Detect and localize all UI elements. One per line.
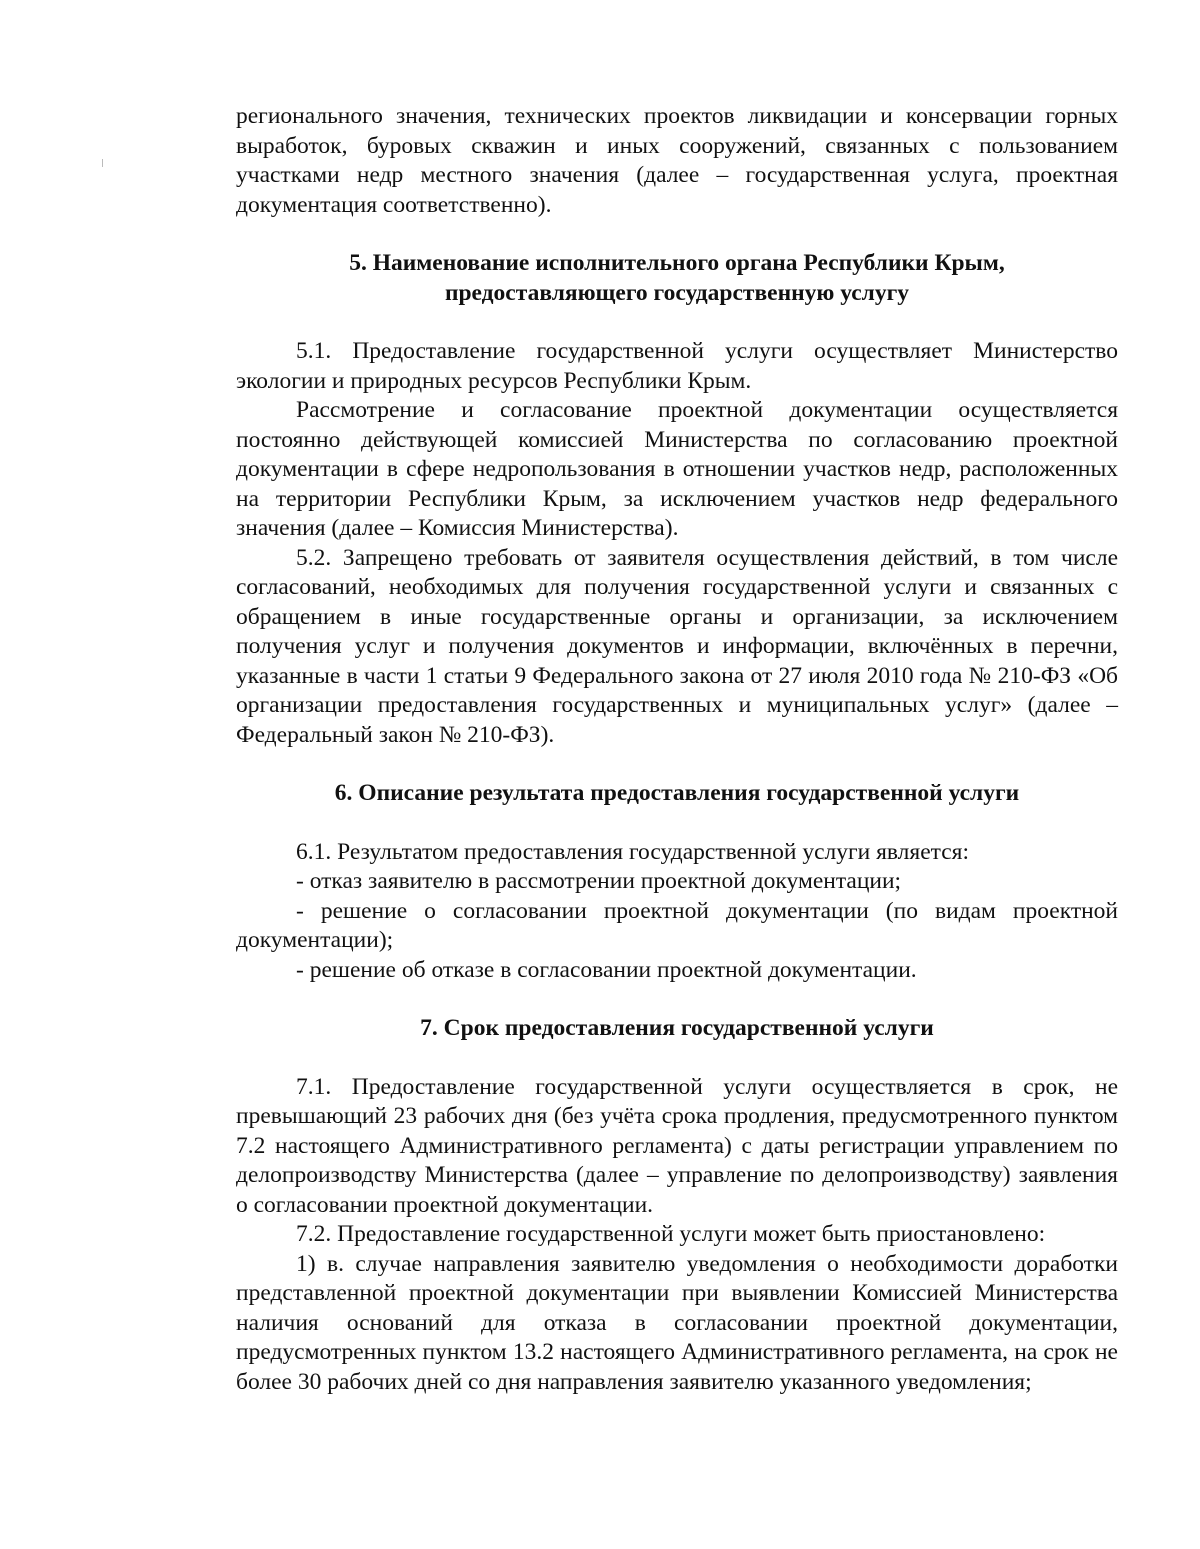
section-5-heading: [236, 249, 1118, 308]
result-list-item-1: - отказ заявителю в рассмотрении проектной документации;: [296, 868, 902, 894]
paragraph-7-1: 7.1. Предоставление государственной услуги осуществляется в срок, не превышающий 23 рабочих дня (без учёта срока продления, предусмотренного пунктом 7.2 настоящего Административного регламента) с даты регистрации управлением по делопроизводству Министерства (далее – управление по делопроизводству) заявления о согласовании проектной документации.: [236, 1073, 1118, 1218]
paragraph-5-2: 5.2. Запрещено требовать от заявителя осуществления действий, в том числе согласований, необходимых для получения государственной услуги и связанных с обращением в иные государственные органы и организации, за исключением получения услуг и получения документов и информации, включённых в перечни, указанные в части 1 статьи 9 Федерального закона от 27 июля 2010 года № 210-ФЗ «Об организации предоставления государственных и муниципальных услуг» (далее – Федеральный закон № 210-ФЗ).: [236, 544, 1118, 748]
scan-artifact: [102, 159, 103, 167]
section-7-heading: 7. Срок предоставления государственной услуги: [420, 1015, 934, 1041]
section-5-heading-line-1: 5. Наименование исполнительного органа Республики Крым,: [349, 250, 1005, 276]
paragraph-5-1-commission: Рассмотрение и согласование проектной документации осуществляется постоянно действующей комиссией Министерства по согласованию проектной документации в сфере недропользования в отношении участков недр, расположенных на территории Республики Крым, за исключением участков недр федерального значения (далее – Комиссия Министерства).: [236, 397, 1118, 541]
section-5-heading-line-2: предоставляющего государственную услугу: [444, 279, 910, 306]
intro-continuation-paragraph: регионального значения, технических проектов ликвидации и консервации горных выработок, буровых скважин и иных сооружений, связанных с пользованием участками недр местного значения (далее – государственная услуга, проектная документация соответственно).: [236, 103, 1118, 218]
result-list-item-2: - решение о согласовании проектной документации (по видам проектной документации);: [236, 897, 1118, 953]
section-6-heading: 6. Описание результата предоставления государственной услуги: [334, 780, 1020, 806]
result-list-item-3: - решение об отказе в согласовании проектной документации.: [296, 956, 917, 983]
paragraph-7-2: 7.2. Предоставление государственной услуги может быть приостановлено:: [296, 1221, 1046, 1247]
paragraph-6-1: 6.1. Результатом предоставления государственной услуги является:: [296, 838, 969, 865]
document-page: [236, 102, 1118, 1397]
paragraph-7-2-item-1: 1) в. случае направления заявителю уведомления о необходимости доработки представленной проектной документации при выявлении Комиссией Министерства наличия оснований для отказа в согласовании проектной документации, предусмотренных пунктом 13.2 настоящего Административного регламента, на срок не более 30 рабочих дней со дня направления заявителю указанного уведомления;: [236, 1250, 1118, 1395]
paragraph-5-1: 5.1. Предоставление государственной услуги осуществляет Министерство экологии и природных ресурсов Республики Крым.: [236, 338, 1118, 394]
